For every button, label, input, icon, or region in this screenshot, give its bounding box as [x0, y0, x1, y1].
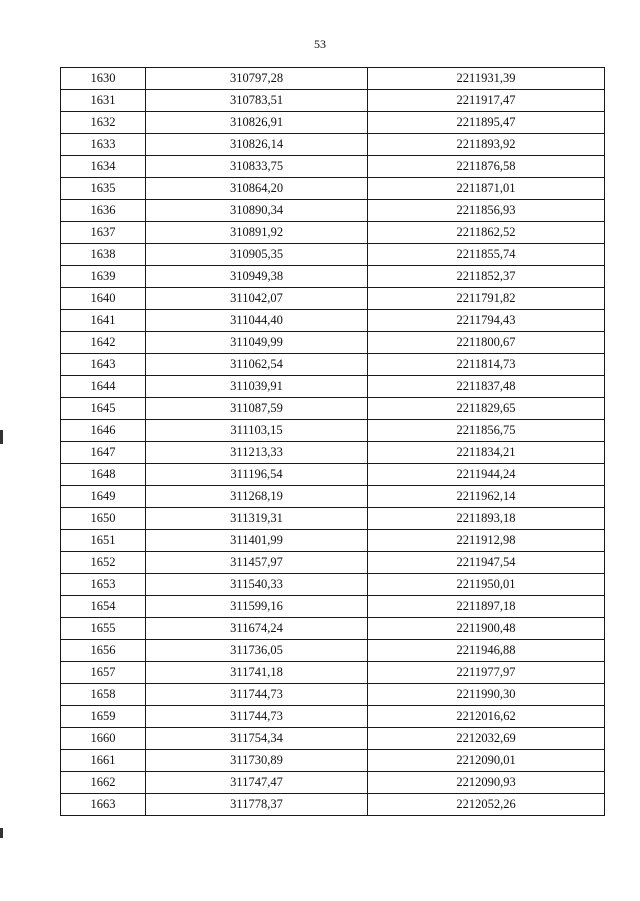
- x-coordinate-cell: 310905,35: [146, 244, 368, 266]
- y-coordinate-cell: 2211862,52: [368, 222, 605, 244]
- y-coordinate-cell: 2211800,67: [368, 332, 605, 354]
- y-coordinate-cell: 2211912,98: [368, 530, 605, 552]
- table-row: [61, 222, 605, 244]
- table-row: [61, 112, 605, 134]
- y-coordinate-cell: 2211856,75: [368, 420, 605, 442]
- point-number-cell: 1643: [61, 354, 146, 376]
- point-number-cell: 1657: [61, 662, 146, 684]
- table-row: [61, 464, 605, 486]
- table-row: [61, 420, 605, 442]
- point-number-cell: 1633: [61, 134, 146, 156]
- point-number-cell: 1637: [61, 222, 146, 244]
- point-number-cell: 1648: [61, 464, 146, 486]
- x-coordinate-cell: 311744,73: [146, 706, 368, 728]
- table-row: [61, 596, 605, 618]
- x-coordinate-cell: 311049,99: [146, 332, 368, 354]
- point-number-cell: 1650: [61, 508, 146, 530]
- y-coordinate-cell: 2211794,43: [368, 310, 605, 332]
- y-coordinate-cell: 2211917,47: [368, 90, 605, 112]
- point-number-cell: 1640: [61, 288, 146, 310]
- x-coordinate-cell: 311736,05: [146, 640, 368, 662]
- point-number-cell: 1654: [61, 596, 146, 618]
- point-number-cell: 1638: [61, 244, 146, 266]
- y-coordinate-cell: 2211947,54: [368, 552, 605, 574]
- x-coordinate-cell: 311744,73: [146, 684, 368, 706]
- x-coordinate-cell: 311401,99: [146, 530, 368, 552]
- point-number-cell: 1649: [61, 486, 146, 508]
- y-coordinate-cell: 2211855,74: [368, 244, 605, 266]
- y-coordinate-cell: 2212052,26: [368, 794, 605, 816]
- y-coordinate-cell: 2211876,58: [368, 156, 605, 178]
- point-number-cell: 1646: [61, 420, 146, 442]
- point-number-cell: 1644: [61, 376, 146, 398]
- y-coordinate-cell: 2211900,48: [368, 618, 605, 640]
- x-coordinate-cell: 311062,54: [146, 354, 368, 376]
- point-number-cell: 1642: [61, 332, 146, 354]
- x-coordinate-cell: 310826,91: [146, 112, 368, 134]
- y-coordinate-cell: 2212032,69: [368, 728, 605, 750]
- x-coordinate-cell: 311039,91: [146, 376, 368, 398]
- y-coordinate-cell: 2211871,01: [368, 178, 605, 200]
- point-number-cell: 1663: [61, 794, 146, 816]
- table-row: [61, 772, 605, 794]
- table-row: [61, 728, 605, 750]
- x-coordinate-cell: 311674,24: [146, 618, 368, 640]
- point-number-cell: 1641: [61, 310, 146, 332]
- y-coordinate-cell: 2212016,62: [368, 706, 605, 728]
- point-number-cell: 1661: [61, 750, 146, 772]
- table-row: [61, 266, 605, 288]
- table-row: [61, 90, 605, 112]
- page-number: 53: [314, 37, 326, 51]
- table-row: [61, 354, 605, 376]
- table-row: [61, 310, 605, 332]
- scan-edge-mark: [0, 828, 3, 838]
- point-number-cell: 1652: [61, 552, 146, 574]
- x-coordinate-cell: 310826,14: [146, 134, 368, 156]
- x-coordinate-cell: 311042,07: [146, 288, 368, 310]
- x-coordinate-cell: 311741,18: [146, 662, 368, 684]
- x-coordinate-cell: 311213,33: [146, 442, 368, 464]
- point-number-cell: 1639: [61, 266, 146, 288]
- point-number-cell: 1662: [61, 772, 146, 794]
- table-row: [61, 200, 605, 222]
- y-coordinate-cell: 2211931,39: [368, 68, 605, 90]
- point-number-cell: 1632: [61, 112, 146, 134]
- scan-edge-mark: [0, 430, 3, 444]
- table-row: [61, 552, 605, 574]
- y-coordinate-cell: 2211834,21: [368, 442, 605, 464]
- x-coordinate-cell: 311540,33: [146, 574, 368, 596]
- coordinates-table: [60, 67, 605, 816]
- point-number-cell: 1634: [61, 156, 146, 178]
- table-row: [61, 706, 605, 728]
- point-number-cell: 1660: [61, 728, 146, 750]
- table-row: [61, 398, 605, 420]
- point-number-cell: 1631: [61, 90, 146, 112]
- y-coordinate-cell: 2211852,37: [368, 266, 605, 288]
- x-coordinate-cell: 310864,20: [146, 178, 368, 200]
- point-number-cell: 1645: [61, 398, 146, 420]
- table-row: [61, 288, 605, 310]
- y-coordinate-cell: 2212090,93: [368, 772, 605, 794]
- y-coordinate-cell: 2211950,01: [368, 574, 605, 596]
- table-row: [61, 684, 605, 706]
- x-coordinate-cell: 310797,28: [146, 68, 368, 90]
- y-coordinate-cell: 2211837,48: [368, 376, 605, 398]
- x-coordinate-cell: 311319,31: [146, 508, 368, 530]
- point-number-cell: 1655: [61, 618, 146, 640]
- y-coordinate-cell: 2211990,30: [368, 684, 605, 706]
- point-number-cell: 1659: [61, 706, 146, 728]
- table-row: [61, 244, 605, 266]
- point-number-cell: 1653: [61, 574, 146, 596]
- table-row: [61, 794, 605, 816]
- x-coordinate-cell: 311044,40: [146, 310, 368, 332]
- x-coordinate-cell: 311196,54: [146, 464, 368, 486]
- table-row: [61, 662, 605, 684]
- y-coordinate-cell: 2211791,82: [368, 288, 605, 310]
- y-coordinate-cell: 2211856,93: [368, 200, 605, 222]
- x-coordinate-cell: 311457,97: [146, 552, 368, 574]
- table-row: [61, 332, 605, 354]
- x-coordinate-cell: 311599,16: [146, 596, 368, 618]
- point-number-cell: 1636: [61, 200, 146, 222]
- table-row: [61, 178, 605, 200]
- point-number-cell: 1656: [61, 640, 146, 662]
- table-row: [61, 376, 605, 398]
- table-row: [61, 486, 605, 508]
- y-coordinate-cell: 2211829,65: [368, 398, 605, 420]
- y-coordinate-cell: 2211893,18: [368, 508, 605, 530]
- x-coordinate-cell: 310783,51: [146, 90, 368, 112]
- x-coordinate-cell: 311268,19: [146, 486, 368, 508]
- table-row: [61, 640, 605, 662]
- x-coordinate-cell: 310891,92: [146, 222, 368, 244]
- x-coordinate-cell: 311103,15: [146, 420, 368, 442]
- y-coordinate-cell: 2211944,24: [368, 464, 605, 486]
- x-coordinate-cell: 310890,34: [146, 200, 368, 222]
- table-row: [61, 156, 605, 178]
- x-coordinate-cell: 311730,89: [146, 750, 368, 772]
- x-coordinate-cell: 310949,38: [146, 266, 368, 288]
- table-row: [61, 530, 605, 552]
- table-row: [61, 134, 605, 156]
- y-coordinate-cell: 2212090,01: [368, 750, 605, 772]
- x-coordinate-cell: 310833,75: [146, 156, 368, 178]
- point-number-cell: 1635: [61, 178, 146, 200]
- x-coordinate-cell: 311087,59: [146, 398, 368, 420]
- table-row: [61, 618, 605, 640]
- point-number-cell: 1630: [61, 68, 146, 90]
- y-coordinate-cell: 2211962,14: [368, 486, 605, 508]
- y-coordinate-cell: 2211897,18: [368, 596, 605, 618]
- x-coordinate-cell: 311754,34: [146, 728, 368, 750]
- y-coordinate-cell: 2211814,73: [368, 354, 605, 376]
- table-row: [61, 750, 605, 772]
- point-number-cell: 1647: [61, 442, 146, 464]
- point-number-cell: 1651: [61, 530, 146, 552]
- y-coordinate-cell: 2211977,97: [368, 662, 605, 684]
- coordinates-table-body: [61, 68, 605, 816]
- table-row: [61, 68, 605, 90]
- x-coordinate-cell: 311747,47: [146, 772, 368, 794]
- y-coordinate-cell: 2211893,92: [368, 134, 605, 156]
- y-coordinate-cell: 2211946,88: [368, 640, 605, 662]
- point-number-cell: 1658: [61, 684, 146, 706]
- y-coordinate-cell: 2211895,47: [368, 112, 605, 134]
- table-row: [61, 442, 605, 464]
- table-row: [61, 574, 605, 596]
- table-row: [61, 508, 605, 530]
- x-coordinate-cell: 311778,37: [146, 794, 368, 816]
